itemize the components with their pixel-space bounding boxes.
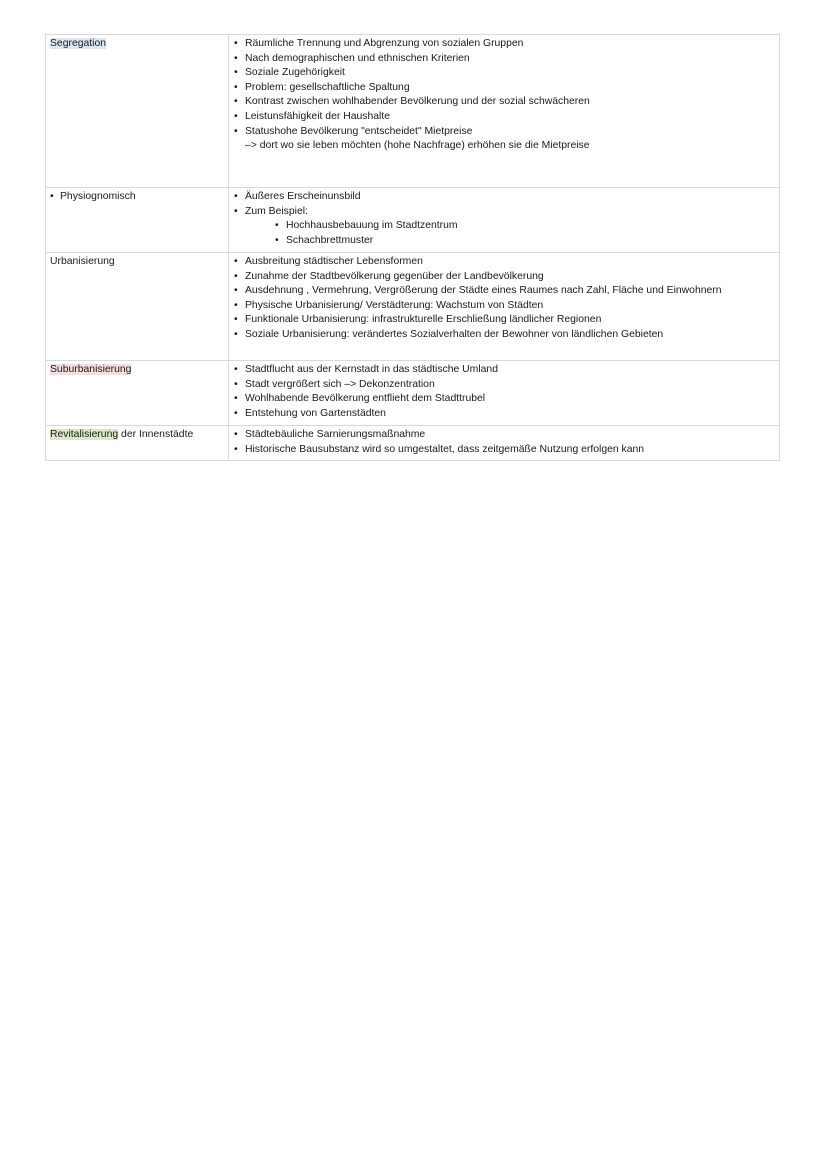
list-item: • Stadt vergrößert sich –> Dekonzentration: [233, 378, 775, 393]
sub-list-item: • Hochhausbebauung im Stadtzentrum: [275, 219, 775, 234]
list-item: • Funktionale Urbanisierung: infrastrukturelle Erschließung ländlicher Regionen: [233, 313, 775, 328]
list-item: • Historische Bausubstanz wird so umgestaltet, dass zeitgemäße Nutzung erfolgen kann: [233, 443, 775, 458]
definition-cell: [229, 361, 780, 426]
bullet-list: [233, 428, 775, 457]
definition-cell: [229, 253, 780, 361]
list-item: • Städtebäuliche Sarnierungsmaßnahme: [233, 428, 775, 443]
term-cell: [46, 35, 229, 188]
list-item: • Räumliche Trennung und Abgrenzung von sozialen Gruppen: [233, 37, 775, 52]
term-label: Suburbanisierung: [50, 364, 132, 375]
list-item: • Physische Urbanisierung/ Verstädterung: Wachstum von Städten: [233, 299, 775, 314]
term-cell: [46, 361, 229, 426]
bullet-list: [233, 255, 775, 343]
table-row: [46, 188, 780, 253]
definition-cell: [229, 35, 780, 188]
list-item: • Leistunsfähigkeit der Haushalte: [233, 110, 775, 125]
glossary-table: [45, 34, 780, 461]
term-label: Revitalisierung: [50, 429, 119, 440]
term-label: Segregation: [50, 38, 107, 49]
list-item: • Kontrast zwischen wohlhabender Bevölkerung und der sozial schwächeren: [233, 95, 775, 110]
table-row: [46, 35, 780, 188]
list-item: • Stadtflucht aus der Kernstadt in das städtische Umland: [233, 363, 775, 378]
term-label: • Physiognomisch: [50, 190, 224, 205]
list-item: • Statushohe Bevölkerung "entscheidet" Mietpreise: [233, 125, 775, 140]
term-cell: [46, 188, 229, 253]
list-item: • Wohlhabende Bevölkerung entflieht dem Stadttrubel: [233, 392, 775, 407]
definition-cell: [229, 426, 780, 461]
list-item: • Nach demographischen und ethnischen Kriterien: [233, 52, 775, 67]
table-row: [46, 426, 780, 461]
list-item-text: Zum Beispiel:: [245, 205, 308, 217]
list-item: • Zunahme der Stadtbevölkerung gegenüber der Landbevölkerung: [233, 270, 775, 285]
list-item: • Soziale Urbanisierung: verändertes Sozialverhalten der Bewohner von ländlichen Gebieten: [233, 328, 775, 343]
term-label: Urbanisierung: [50, 256, 115, 267]
bullet-list: [233, 190, 775, 248]
list-item: • Problem: gesellschaftliche Spaltung: [233, 81, 775, 96]
list-item: • Soziale Zugehörigkeit: [233, 66, 775, 81]
term-cell: [46, 426, 229, 461]
sub-list-item: • Schachbrettmuster: [275, 234, 775, 249]
list-item: • Ausdehnung , Vermehrung, Vergrößerung der Städte eines Raumes nach Zahl, Fläche und Einwohnern: [233, 284, 775, 299]
list-item: • Ausbreitung städtischer Lebensformen: [233, 255, 775, 270]
list-item: • Entstehung von Gartenstädten: [233, 407, 775, 422]
term-cell: [46, 253, 229, 361]
list-item: [233, 205, 775, 249]
term-label-suffix: der Innenstädte: [118, 429, 194, 440]
definition-cell: [229, 188, 780, 253]
table-row: [46, 253, 780, 361]
list-item: • Äußeres Erscheinunsbild: [233, 190, 775, 205]
table-row: [46, 361, 780, 426]
bullet-list: [233, 37, 775, 139]
continuation-line: –> dort wo sie leben möchten (hohe Nachfrage) erhöhen sie die Mietpreise: [245, 140, 590, 152]
bullet-list: [233, 363, 775, 421]
sub-bullet-list: [245, 219, 775, 248]
